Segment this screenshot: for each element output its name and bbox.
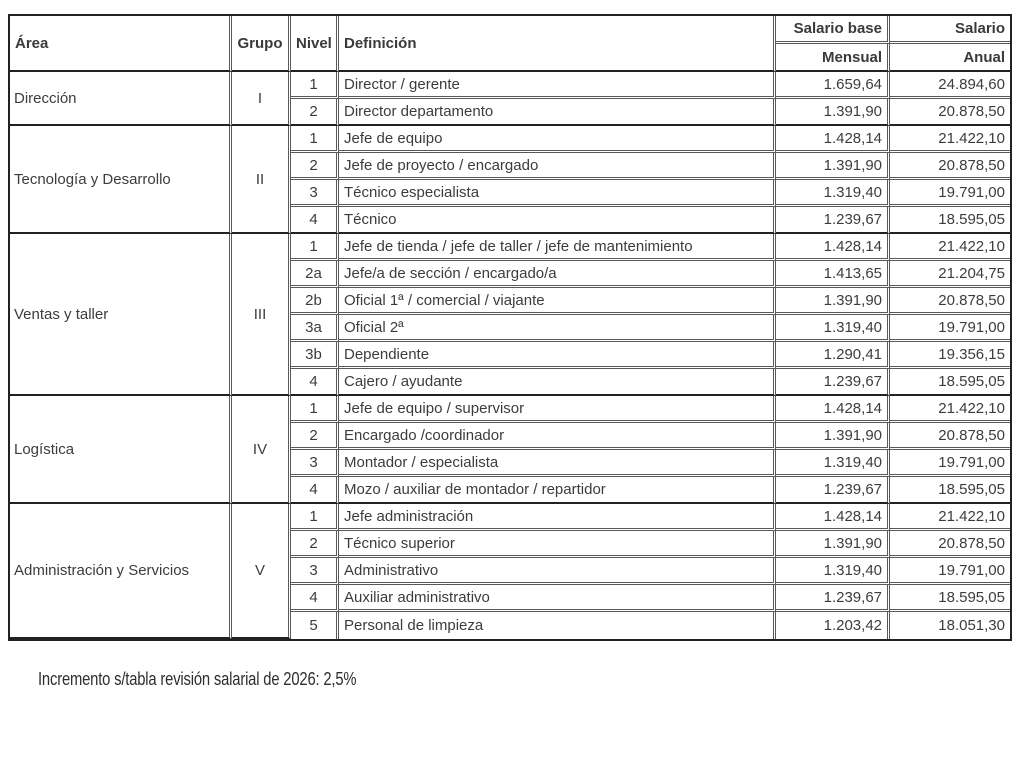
nivel-cell: 4 [291, 207, 339, 234]
anual-cell: 24.894,60 [890, 72, 1010, 99]
anual-cell: 19.791,00 [890, 180, 1010, 207]
mensual-cell: 1.319,40 [776, 180, 890, 207]
grupo-cell: II [232, 126, 291, 234]
nivel-cell: 4 [291, 477, 339, 504]
nivel-cell: 2 [291, 99, 339, 126]
mensual-cell: 1.659,64 [776, 72, 890, 99]
anual-cell: 21.422,10 [890, 504, 1010, 531]
footer-note: Incremento s/tabla revisión salarial de 2026: 2,5% [38, 669, 357, 689]
area-cell: Dirección [10, 72, 232, 126]
table-row [10, 396, 1010, 423]
nivel-cell: 3a [291, 315, 339, 342]
anual-cell: 18.595,05 [890, 585, 1010, 612]
definicion-cell: Mozo / auxiliar de montador / repartidor [339, 477, 776, 504]
nivel-cell: 2 [291, 423, 339, 450]
anual-cell: 19.791,00 [890, 315, 1010, 342]
anual-cell: 20.878,50 [890, 288, 1010, 315]
nivel-cell: 5 [291, 612, 339, 639]
anual-cell: 19.356,15 [890, 342, 1010, 369]
definicion-cell: Personal de limpieza [339, 612, 776, 639]
mensual-cell: 1.391,90 [776, 531, 890, 558]
area-cell: Administración y Servicios [10, 504, 232, 639]
mensual-cell: 1.428,14 [776, 126, 890, 153]
nivel-cell: 2b [291, 288, 339, 315]
table-row [10, 72, 1010, 99]
anual-cell: 21.204,75 [890, 261, 1010, 288]
mensual-cell: 1.290,41 [776, 342, 890, 369]
mensual-cell: 1.239,67 [776, 369, 890, 396]
mensual-cell: 1.239,67 [776, 477, 890, 504]
area-cell: Tecnología y Desarrollo [10, 126, 232, 234]
header-anual: Anual [890, 44, 1010, 72]
definicion-cell: Director / gerente [339, 72, 776, 99]
mensual-cell: 1.428,14 [776, 234, 890, 261]
definicion-cell: Oficial 2ª [339, 315, 776, 342]
anual-cell: 18.595,05 [890, 369, 1010, 396]
mensual-cell: 1.203,42 [776, 612, 890, 639]
mensual-cell: 1.391,90 [776, 99, 890, 126]
header-grupo: Grupo [232, 16, 291, 72]
header-nivel: Nivel [291, 16, 339, 72]
salary-table [8, 14, 1012, 641]
nivel-cell: 1 [291, 396, 339, 423]
header-salario-base: Salario base [776, 16, 890, 44]
definicion-cell: Administrativo [339, 558, 776, 585]
grupo-cell: I [232, 72, 291, 126]
definicion-cell: Jefe de proyecto / encargado [339, 153, 776, 180]
definicion-cell: Dependiente [339, 342, 776, 369]
nivel-cell: 3 [291, 450, 339, 477]
definicion-cell: Montador / especialista [339, 450, 776, 477]
nivel-cell: 3b [291, 342, 339, 369]
nivel-cell: 4 [291, 369, 339, 396]
mensual-cell: 1.239,67 [776, 207, 890, 234]
anual-cell: 19.791,00 [890, 558, 1010, 585]
header-area: Área [10, 16, 232, 72]
anual-cell: 21.422,10 [890, 126, 1010, 153]
mensual-cell: 1.428,14 [776, 504, 890, 531]
nivel-cell: 1 [291, 126, 339, 153]
mensual-cell: 1.239,67 [776, 585, 890, 612]
definicion-cell: Cajero / ayudante [339, 369, 776, 396]
definicion-cell: Jefe de equipo [339, 126, 776, 153]
nivel-cell: 1 [291, 72, 339, 99]
nivel-cell: 3 [291, 180, 339, 207]
mensual-cell: 1.391,90 [776, 423, 890, 450]
anual-cell: 18.595,05 [890, 477, 1010, 504]
grupo-cell: V [232, 504, 291, 639]
anual-cell: 20.878,50 [890, 531, 1010, 558]
grupo-cell: IV [232, 396, 291, 504]
definicion-cell: Encargado /coordinador [339, 423, 776, 450]
nivel-cell: 2a [291, 261, 339, 288]
definicion-cell: Jefe de tienda / jefe de taller / jefe de mantenimiento [339, 234, 776, 261]
anual-cell: 21.422,10 [890, 396, 1010, 423]
table-header [10, 16, 1010, 72]
area-cell: Ventas y taller [10, 234, 232, 396]
mensual-cell: 1.319,40 [776, 315, 890, 342]
header-definicion: Definición [339, 16, 776, 72]
mensual-cell: 1.391,90 [776, 288, 890, 315]
nivel-cell: 1 [291, 504, 339, 531]
mensual-cell: 1.391,90 [776, 153, 890, 180]
definicion-cell: Jefe/a de sección / encargado/a [339, 261, 776, 288]
anual-cell: 21.422,10 [890, 234, 1010, 261]
nivel-cell: 2 [291, 531, 339, 558]
anual-cell: 20.878,50 [890, 99, 1010, 126]
anual-cell: 20.878,50 [890, 423, 1010, 450]
mensual-cell: 1.319,40 [776, 450, 890, 477]
anual-cell: 18.051,30 [890, 612, 1010, 639]
table-row [10, 126, 1010, 153]
definicion-cell: Técnico especialista [339, 180, 776, 207]
anual-cell: 18.595,05 [890, 207, 1010, 234]
table-row [10, 234, 1010, 261]
nivel-cell: 4 [291, 585, 339, 612]
header-mensual: Mensual [776, 44, 890, 72]
definicion-cell: Jefe administración [339, 504, 776, 531]
definicion-cell: Técnico [339, 207, 776, 234]
definicion-cell: Director departamento [339, 99, 776, 126]
mensual-cell: 1.319,40 [776, 558, 890, 585]
mensual-cell: 1.413,65 [776, 261, 890, 288]
definicion-cell: Oficial 1ª / comercial / viajante [339, 288, 776, 315]
nivel-cell: 1 [291, 234, 339, 261]
header-salario: Salario [890, 16, 1010, 44]
header-row-1 [10, 16, 1010, 44]
nivel-cell: 2 [291, 153, 339, 180]
area-cell: Logística [10, 396, 232, 504]
definicion-cell: Técnico superior [339, 531, 776, 558]
anual-cell: 20.878,50 [890, 153, 1010, 180]
anual-cell: 19.791,00 [890, 450, 1010, 477]
grupo-cell: III [232, 234, 291, 396]
definicion-cell: Auxiliar administrativo [339, 585, 776, 612]
nivel-cell: 3 [291, 558, 339, 585]
definicion-cell: Jefe de equipo / supervisor [339, 396, 776, 423]
footer-note-container [38, 669, 1014, 690]
table-body [10, 72, 1010, 639]
mensual-cell: 1.428,14 [776, 396, 890, 423]
table-row [10, 504, 1010, 531]
